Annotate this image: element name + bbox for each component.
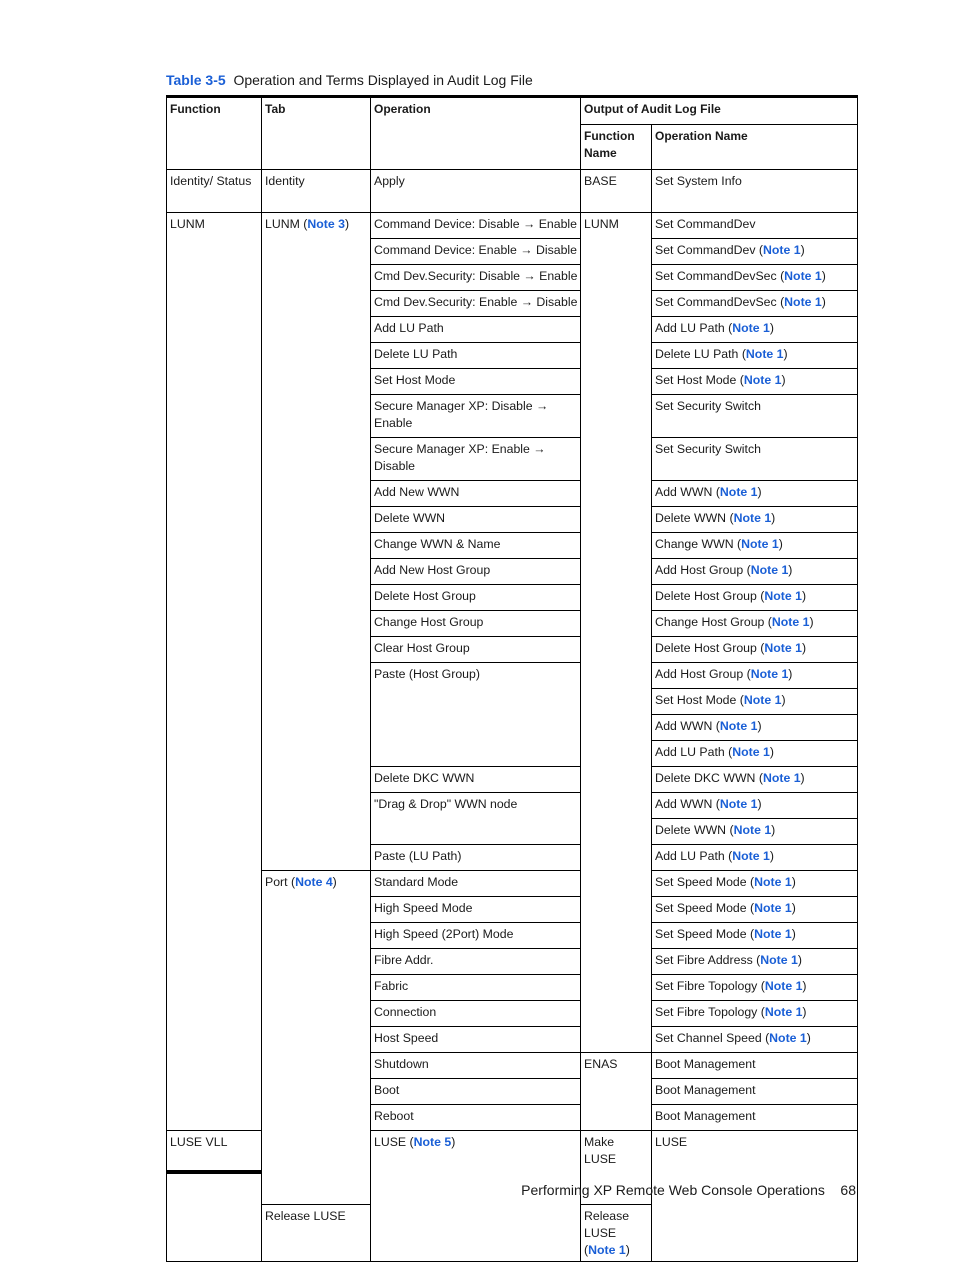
note-link[interactable]: Note 1: [732, 849, 770, 863]
cell-operation: [371, 949, 581, 975]
cell-function: [167, 213, 262, 1131]
operation-name-text: Set Host Mode: [655, 373, 737, 387]
operation-name-text: Delete Host Group: [655, 641, 757, 655]
cell-operation: [371, 533, 581, 559]
function-text: Identity/ Status: [170, 174, 252, 188]
table-body: [167, 170, 858, 1262]
note-link[interactable]: Note 1: [743, 693, 782, 707]
cell-tab: LUSE (Note 5): [371, 1131, 581, 1262]
operation-name-text: Delete WWN: [655, 511, 727, 525]
operation-name-text: Change Host Group: [655, 615, 765, 629]
operation-name-text: Boot Management: [655, 1057, 756, 1071]
cell-function: [167, 170, 262, 213]
note-link[interactable]: Note 1: [762, 243, 801, 257]
note-link[interactable]: Note 1: [764, 589, 802, 603]
function-name-text: ENAS: [584, 1057, 618, 1071]
cell-operation: [371, 871, 581, 897]
cell-operation-name: [652, 1105, 858, 1131]
table-caption: [166, 72, 533, 88]
page-footer: [521, 1182, 856, 1198]
operation-text: Delete WWN: [374, 511, 446, 525]
audit-log-table: [166, 95, 858, 1262]
operation-name-text: Set Fibre Topology: [655, 1005, 758, 1019]
cell-tab: LUNM (Note 3): [262, 213, 371, 871]
cell-operation-name: Delete Host Group (Note 1): [652, 585, 858, 611]
operation-text: Command Device: Enable → Disable: [374, 243, 577, 257]
page-number: 68: [840, 1182, 856, 1198]
operation-text: Paste (Host Group): [374, 667, 480, 681]
header-operation-name: Operation Name: [652, 125, 858, 170]
cell-operation: [371, 923, 581, 949]
footer-title: Performing XP Remote Web Console Operations: [521, 1182, 825, 1198]
operation-name-text: Set CommandDevSec: [655, 269, 777, 283]
cell-operation: [371, 975, 581, 1001]
function-text: LUSE VLL: [170, 1135, 228, 1149]
cell-operation-name: Set Speed Mode (Note 1): [652, 923, 858, 949]
cell-operation: [371, 438, 581, 481]
cell-operation-name: Add LU Path (Note 1): [652, 317, 858, 343]
operation-text: Connection: [374, 1005, 437, 1019]
note-link[interactable]: Note 4: [295, 875, 333, 889]
cell-operation-name: Set CommandDevSec (Note 1): [652, 291, 858, 317]
cell-operation-name: Set Speed Mode (Note 1): [652, 871, 858, 897]
cell-operation-name: Change WWN (Note 1): [652, 533, 858, 559]
note-link[interactable]: Note 1: [771, 615, 810, 629]
operation-name-text: Set CommandDev: [655, 217, 756, 231]
operation-text: Shutdown: [374, 1057, 429, 1071]
table-row: [167, 871, 858, 897]
cell-operation: [371, 291, 581, 317]
operation-text: Change WWN & Name: [374, 537, 501, 551]
note-link[interactable]: Note 1: [750, 563, 789, 577]
cell-operation-name: [652, 1053, 858, 1079]
cell-operation-name: Release LUSE (Note 1): [581, 1205, 652, 1262]
cell-operation: [262, 1205, 371, 1262]
cell-operation-name: Add WWN (Note 1): [652, 481, 858, 507]
note-link[interactable]: Note 1: [743, 373, 782, 387]
header-operation: Operation: [371, 97, 581, 170]
operation-name-text: Add LU Path: [655, 849, 725, 863]
cell-operation: [371, 767, 581, 793]
note-link[interactable]: Note 1: [764, 1005, 803, 1019]
operation-name-text: Set CommandDev: [655, 243, 756, 257]
operation-text: Clear Host Group: [374, 641, 470, 655]
operation-text: Boot: [374, 1083, 400, 1097]
cell-operation: [371, 1079, 581, 1105]
operation-text: High Speed (2Port) Mode: [374, 927, 514, 941]
cell-operation: [371, 507, 581, 533]
cell-operation-name: Add WWN (Note 1): [652, 793, 858, 819]
operation-name-text: Change WWN: [655, 537, 734, 551]
cell-operation-name: Set CommandDev (Note 1): [652, 239, 858, 265]
table-row: [167, 213, 858, 239]
operation-name-text: Set Speed Mode: [655, 927, 747, 941]
operation-text: Host Speed: [374, 1031, 439, 1045]
cell-operation-name: Delete WWN (Note 1): [652, 819, 858, 845]
note-link[interactable]: Note 1: [784, 269, 822, 283]
cell-operation: [371, 395, 581, 438]
operation-name-text: Delete DKC WWN: [655, 771, 756, 785]
tab-text: Port: [265, 875, 288, 889]
header-function: Function: [167, 97, 262, 170]
cell-operation-name: Add WWN (Note 1): [652, 715, 858, 741]
cell-operation-name: [652, 395, 858, 438]
cell-operation-name: Set Fibre Topology (Note 1): [652, 1001, 858, 1027]
cell-operation-name: Add Host Group (Note 1): [652, 559, 858, 585]
operation-name-text: Set CommandDevSec: [655, 295, 777, 309]
operation-text: Release LUSE: [265, 1209, 346, 1223]
note-link[interactable]: Note 1: [732, 321, 770, 335]
cell-operation: [371, 369, 581, 395]
operation-text: Delete LU Path: [374, 347, 458, 361]
note-link[interactable]: Note 1: [719, 719, 758, 733]
operation-name-text: Set Host Mode: [655, 693, 737, 707]
cell-operation: [371, 213, 581, 239]
operation-text: Secure Manager XP: Enable → Disable: [374, 442, 546, 473]
cell-operation-name: Set Fibre Address (Note 1): [652, 949, 858, 975]
operation-name-text: Set Security Switch: [655, 442, 761, 456]
cell-operation: [371, 637, 581, 663]
cell-operation-name: Set Host Mode (Note 1): [652, 369, 858, 395]
note-link[interactable]: Note 1: [732, 745, 770, 759]
note-link[interactable]: Note 1: [764, 979, 803, 993]
cell-tab: Port (Note 4): [262, 871, 371, 1205]
table-bottom-rule: [166, 1170, 261, 1174]
note-link[interactable]: Note 1: [754, 875, 792, 889]
cell-operation-name: Set Speed Mode (Note 1): [652, 897, 858, 923]
cell-function: [167, 1131, 262, 1262]
operation-name-text: Set Security Switch: [655, 399, 761, 413]
cell-operation-name: [652, 213, 858, 239]
note-link[interactable]: Note 1: [754, 927, 792, 941]
operation-name-text: Boot Management: [655, 1083, 756, 1097]
cell-operation: [371, 265, 581, 291]
note-link[interactable]: Note 1: [588, 1243, 626, 1257]
operation-name-text: Release LUSE: [584, 1209, 630, 1240]
cell-operation: [371, 1105, 581, 1131]
cell-operation: [371, 1053, 581, 1079]
cell-operation-name: [652, 170, 858, 213]
operation-name-text: Boot Management: [655, 1109, 756, 1123]
note-link[interactable]: Note 1: [745, 347, 784, 361]
cell-tab: [262, 170, 371, 213]
cell-operation-name: [652, 438, 858, 481]
tab-text: LUSE: [374, 1135, 407, 1149]
operation-text: Fabric: [374, 979, 409, 993]
cell-operation-name: Set Host Mode (Note 1): [652, 689, 858, 715]
operation-text: Secure Manager XP: Disable → Enable: [374, 399, 549, 430]
operation-text: Change Host Group: [374, 615, 484, 629]
cell-operation-name: Set CommandDevSec (Note 1): [652, 265, 858, 291]
operation-text: Delete DKC WWN: [374, 771, 475, 785]
operation-name-text: Delete WWN: [655, 823, 727, 837]
cell-operation: [371, 1027, 581, 1053]
operation-text: Add New Host Group: [374, 563, 491, 577]
operation-text: Add LU Path: [374, 321, 444, 335]
cell-operation: [371, 170, 581, 213]
operation-name-text: Add LU Path: [655, 321, 725, 335]
operation-name-text: Add WWN: [655, 719, 713, 733]
header-function-name: Function Name: [581, 125, 652, 170]
cell-operation: [371, 239, 581, 265]
cell-operation: [371, 663, 581, 767]
operation-text: Delete Host Group: [374, 589, 476, 603]
cell-operation: [371, 611, 581, 637]
operation-text: "Drag & Drop" WWN node: [374, 797, 518, 811]
cell-function-name: [581, 1053, 652, 1131]
cell-operation-name: Delete WWN (Note 1): [652, 507, 858, 533]
operation-name-text: Set Speed Mode: [655, 875, 747, 889]
operation-name-text: Add Host Group: [655, 667, 744, 681]
note-link[interactable]: Note 1: [760, 953, 798, 967]
header-output: Output of Audit Log File: [581, 97, 858, 125]
function-text: LUNM: [170, 217, 205, 231]
operation-text: Command Device: Disable → Enable: [374, 217, 577, 231]
operation-text: Make LUSE: [584, 1135, 617, 1166]
cell-operation: [371, 317, 581, 343]
cell-operation-name: Delete Host Group (Note 1): [652, 637, 858, 663]
operation-name-text: Add LU Path: [655, 745, 725, 759]
cell-operation-name: Delete LU Path (Note 1): [652, 343, 858, 369]
operation-name-text: Add WWN: [655, 485, 716, 499]
operation-name-text: Set Channel Speed: [655, 1031, 762, 1045]
operation-text: Cmd Dev.Security: Enable → Disable: [374, 295, 578, 309]
operation-name-text: Delete Host Group: [655, 589, 757, 603]
note-link[interactable]: Note 1: [741, 537, 779, 551]
note-link[interactable]: Note 1: [750, 667, 789, 681]
tab-text: Identity: [265, 174, 305, 188]
cell-operation-name: Set Fibre Topology (Note 1): [652, 975, 858, 1001]
cell-function-name: [581, 213, 652, 1053]
note-link[interactable]: Note 1: [733, 823, 772, 837]
note-link[interactable]: Note 1: [733, 511, 772, 525]
note-link[interactable]: Note 1: [754, 901, 792, 915]
cell-operation: [371, 585, 581, 611]
note-link[interactable]: Note 1: [762, 771, 801, 785]
operation-text: Cmd Dev.Security: Disable → Enable: [374, 269, 578, 283]
note-link[interactable]: Note 3: [307, 217, 345, 231]
operation-name-text: Set Fibre Topology: [655, 979, 758, 993]
operation-text: Add New WWN: [374, 485, 460, 499]
function-name-text: BASE: [584, 174, 617, 188]
cell-operation-name: Add Host Group (Note 1): [652, 663, 858, 689]
cell-operation-name: Add LU Path (Note 1): [652, 845, 858, 871]
cell-operation: [371, 1001, 581, 1027]
cell-operation: [371, 343, 581, 369]
table-row: [167, 170, 858, 213]
cell-operation: [371, 559, 581, 585]
operation-text: Apply: [374, 174, 405, 188]
note-link[interactable]: Note 1: [719, 485, 758, 499]
operation-name-text: Delete LU Path: [655, 347, 739, 361]
table-title: Operation and Terms Displayed in Audit Log File: [233, 72, 533, 88]
operation-text: Standard Mode: [374, 875, 459, 889]
operation-name-text: Add WWN: [655, 797, 713, 811]
cell-operation-name: [652, 1079, 858, 1105]
table-number: Table 3-5: [166, 72, 226, 88]
cell-operation: [371, 793, 581, 845]
note-link[interactable]: Note 1: [719, 797, 758, 811]
operation-text: Paste (LU Path): [374, 849, 462, 863]
cell-operation-name: Change Host Group (Note 1): [652, 611, 858, 637]
header-tab: Tab: [262, 97, 371, 170]
note-link[interactable]: Note 1: [769, 1031, 807, 1045]
cell-operation: [371, 481, 581, 507]
note-link[interactable]: Note 1: [764, 641, 802, 655]
operation-name-text: Set Fibre Address: [655, 953, 753, 967]
cell-function-name: [581, 170, 652, 213]
function-name-text: LUSE: [655, 1135, 688, 1149]
note-link[interactable]: Note 1: [784, 295, 822, 309]
cell-operation: [371, 845, 581, 871]
operation-name-text: Set System Info: [655, 174, 742, 188]
cell-operation-name: Set Channel Speed (Note 1): [652, 1027, 858, 1053]
operation-text: Reboot: [374, 1109, 414, 1123]
function-name-text: LUNM: [584, 217, 619, 231]
operation-text: Fibre Addr.: [374, 953, 434, 967]
tab-text: LUNM: [265, 217, 300, 231]
operation-text: High Speed Mode: [374, 901, 473, 915]
cell-operation: [371, 897, 581, 923]
cell-operation-name: Delete DKC WWN (Note 1): [652, 767, 858, 793]
cell-operation-name: Add LU Path (Note 1): [652, 741, 858, 767]
operation-name-text: Set Speed Mode: [655, 901, 747, 915]
operation-text: Set Host Mode: [374, 373, 456, 387]
operation-name-text: Add Host Group: [655, 563, 744, 577]
note-link[interactable]: Note 5: [413, 1135, 452, 1149]
